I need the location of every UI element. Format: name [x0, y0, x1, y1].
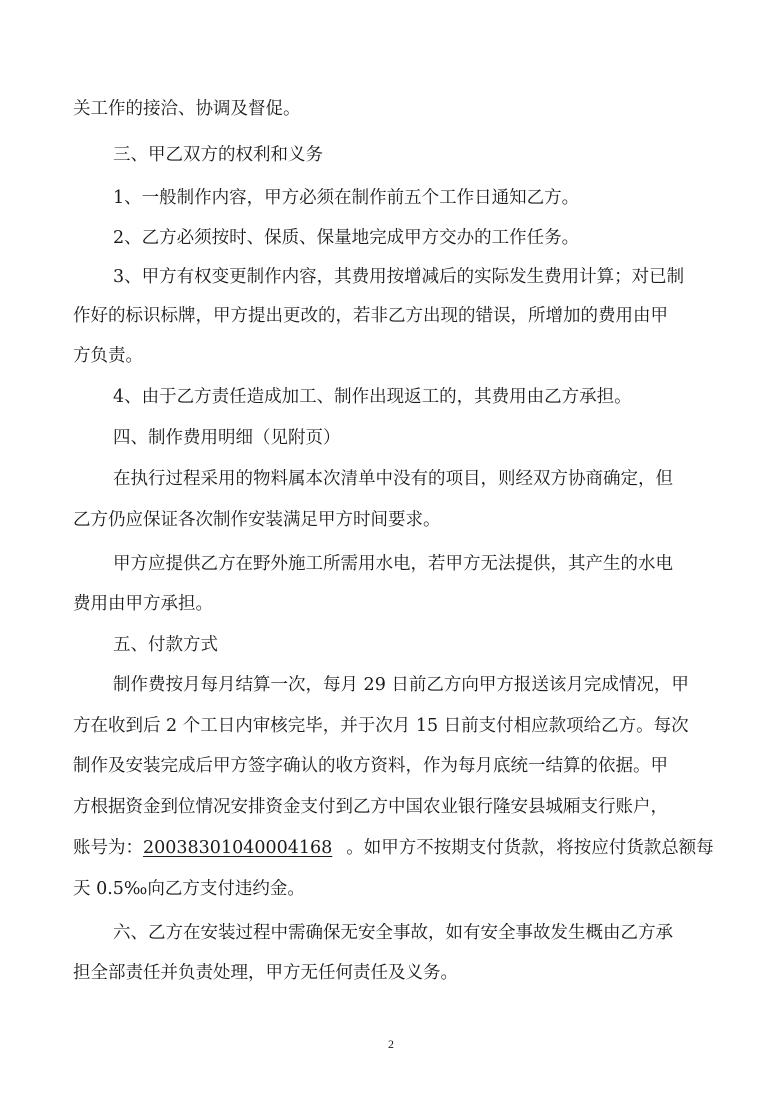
paragraph-line: 六、乙方在安装过程中需确保无安全事故，如有安全事故发生概由乙方承: [113, 923, 673, 943]
paragraph-line: 制作及安装完成后甲方签字确认的收方资料，作为每月底统一结算的依据。甲: [73, 756, 668, 776]
paragraph-line: 关工作的接洽、协调及督促。: [73, 99, 301, 119]
paragraph-line: 方负责。: [73, 346, 143, 366]
paragraph-line: 制作费按月每月结算一次，每月 29 日前乙方向甲方报送该月完成情况，甲: [113, 675, 689, 695]
paragraph-line: 作好的标识标牌，甲方提出更改的，若非乙方出现的错误，所增加的费用由甲: [73, 306, 668, 326]
paragraph-line: 方在收到后 2 个工日内审核完毕，并于次月 15 日前支付相应款项给乙方。每次: [73, 716, 689, 736]
paragraph-line: 担全部责任并负责处理，甲方无任何责任及义务。: [73, 963, 458, 983]
paragraph-line: 2、乙方必须按时、保质、保量地完成甲方交办的工作任务。: [113, 228, 580, 248]
paragraph-line: 4、由于乙方责任造成加工、制作出现返工的，其费用由乙方承担。: [113, 387, 632, 407]
account-label: 账号为：: [73, 838, 143, 858]
page-number: 2: [388, 1037, 394, 1051]
paragraph-line: 乙方仍应保证各次制作安装满足甲方时间要求。: [73, 510, 441, 530]
section-heading-fees: 四、制作费用明细（见附页）: [113, 428, 341, 448]
paragraph-line: 甲方应提供乙方在野外施工所需用水电，若甲方无法提供，其产生的水电: [113, 554, 673, 574]
paragraph-line: 1、一般制作内容，甲方必须在制作前五个工作日通知乙方。: [113, 188, 580, 208]
paragraph-line: 在执行过程采用的物料属本次清单中没有的项目，则经双方协商确定，但: [113, 469, 673, 489]
account-line: [73, 838, 713, 860]
account-line-tail: 。如甲方不按期支付货款，将按应付货款总额每: [346, 838, 714, 858]
section-heading-rights: 三、甲乙双方的权利和义务: [113, 145, 323, 165]
paragraph-line: 费用由甲方承担。: [73, 594, 213, 614]
paragraph-line: 天 0.5‰向乙方支付违约金。: [73, 879, 305, 899]
paragraph-line: 3、甲方有权变更制作内容，其费用按增减后的实际发生费用计算；对已制: [113, 267, 685, 287]
paragraph-line: 方根据资金到位情况安排资金支付到乙方中国农业银行隆安县城厢支行账户，: [73, 797, 668, 817]
section-heading-payment: 五、付款方式: [113, 635, 218, 655]
account-number: 20038301040004168: [143, 838, 333, 858]
